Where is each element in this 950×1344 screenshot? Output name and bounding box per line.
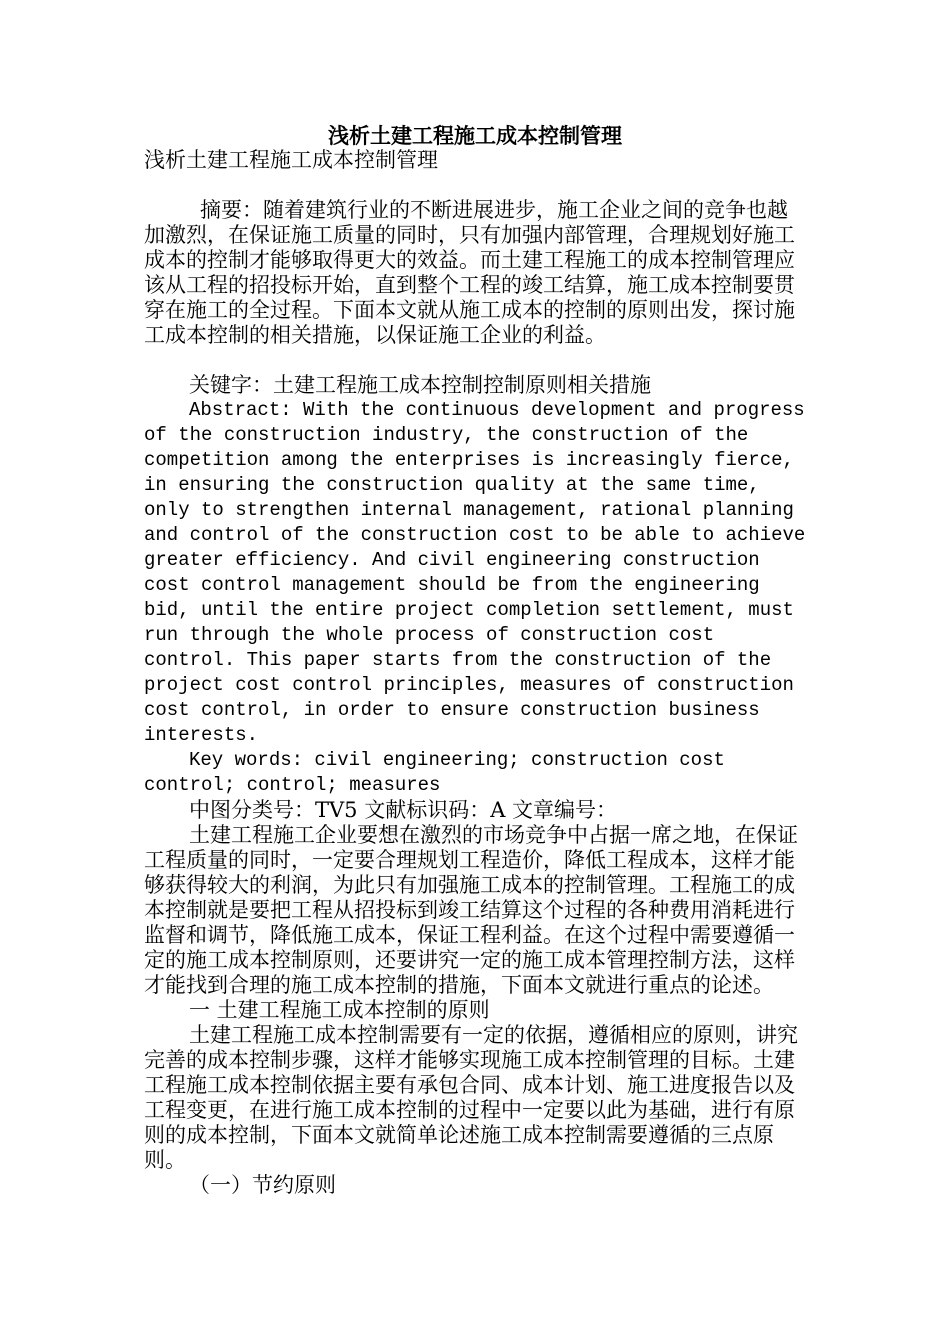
abstract-chinese: 摘要：随着建筑行业的不断进展进步，施工企业之间的竞争也越加激烈，在保证施工质量的同时，只有加强内部管理，合理规划好施工成本的控制才能够取得更大的效益。而土建工程施工的成本控制管理应该从工程的招投标开始，直到整个工程的竣工结算，施工成本控制要贯穿在施工的全过程。下面本文就从施工成本的控制的原则出发，探讨施工成本控制的相关措施，以保证施工企业的利益。 — [144, 198, 795, 347]
abstract-english: Abstract: With the continuous development and progress of the construction industry, the construction of the competition among the enterprises is increasingly fierce, in ensuring the construction quality at the same time, only to strengthen internal management, rational planning and control of the construction cost to be able to achieve greater efficiency. And civil engineering construction cost control management should be from the engineering bid, until the entire project completion settlement, must run through the whole process of construction cost control. This paper starts from the construction of the project cost control principles, measures of construction cost control, in order to ensure construction business interests. — [144, 399, 806, 746]
keywords-chinese: 关键字：土建工程施工成本控制控制原则相关措施 — [189, 373, 651, 397]
document-title: 浅析土建工程施工成本控制管理 — [328, 123, 622, 148]
intro-paragraph: 土建工程施工企业要想在激烈的市场竞争中占据一席之地，在保证工程质量的同时，一定要合理规划工程造价，降低工程成本，这样才能够获得较大的利润，为此只有加强施工成本的控制管理。工程施工的成本控制就是要把工程从招投标到竣工结算这个过程的各种费用消耗进行监督和调节，降低施工成本，保证工程利益。在这个过程中需要遵循一定的施工成本控制原则，还要讲究一定的施工成本管理控制方法，这样才能找到合理的施工成本控制的措施，下面本文就进行重点的论述。 — [144, 823, 798, 997]
section-paragraph: 土建工程施工成本控制需要有一定的依据，遵循相应的原则，讲究完善的成本控制步骤，这样才能够实现施工成本控制管理的目标。土建工程施工成本控制依据主要有承包合同、成本计划、施工进度报告以及工程变更，在进行施工成本控制的过程中一定要以此为基础，进行有原则的成本控制，下面本文就简单论述施工成本控制需要遵循的三点原则。 — [144, 1023, 798, 1172]
classification-line: 中图分类号：TV5 文献标识码：A 文章编号： — [189, 798, 618, 822]
keywords-english: Key words: civil engineering; construction cost control; control; measures — [144, 749, 725, 796]
document-subtitle: 浅析土建工程施工成本控制管理 — [144, 148, 438, 172]
subsection-heading: （一）节约原则 — [189, 1173, 336, 1197]
spacer — [144, 348, 806, 373]
section-heading: 一 土建工程施工成本控制的原则 — [189, 998, 490, 1022]
spacer — [144, 173, 806, 198]
document-body — [144, 123, 806, 1198]
